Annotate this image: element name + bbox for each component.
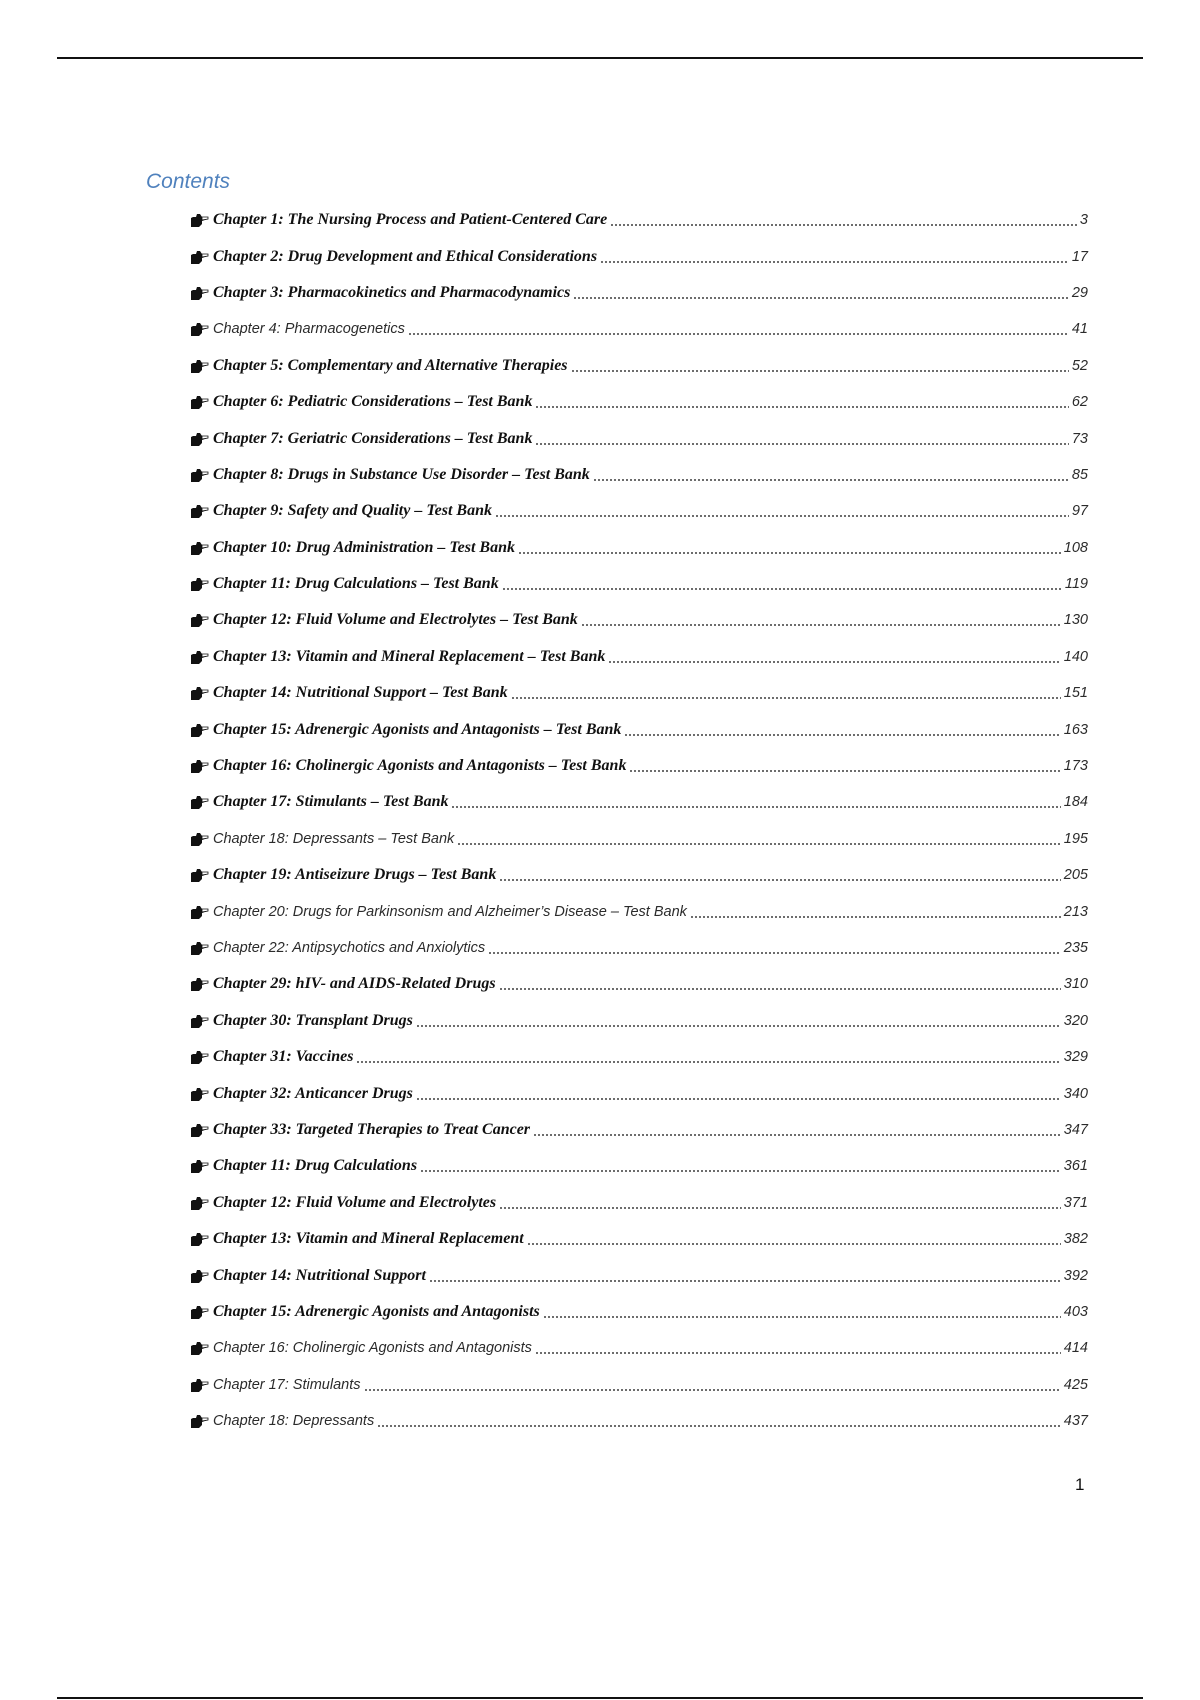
toc-entry-title: Chapter 1: The Nursing Process and Patient-Centered Care [213,211,608,229]
toc-entry[interactable] [190,348,1088,384]
pointing-hand-icon [190,649,210,665]
dot-leader [608,650,1060,664]
toc-entry-title: Chapter 2: Drug Development and Ethical Considerations [213,247,598,265]
toc-entry-page: 97 [1071,503,1088,520]
pointing-hand-icon [190,212,210,228]
dot-leader [408,322,1069,336]
toc-entry[interactable] [190,1257,1088,1293]
toc-entry-page: 392 [1063,1267,1088,1284]
pointing-hand-icon [190,831,210,847]
toc-entry-title: Chapter 16: Cholinergic Agonists and Antagonists [213,1340,532,1357]
toc-entry[interactable] [190,1221,1088,1257]
pointing-hand-icon [190,1158,210,1174]
toc-entry-page: 371 [1063,1194,1088,1211]
toc-entry-title: Chapter 18: Depressants [213,1413,375,1430]
toc-entry[interactable] [190,493,1088,529]
dot-leader [356,1050,1060,1064]
pointing-hand-icon [190,1377,210,1393]
pointing-hand-icon [190,1122,210,1138]
toc-entry-page: 195 [1063,830,1088,847]
toc-entry-title: Chapter 13: Vitamin and Mineral Replacement [213,1230,524,1248]
toc-entry[interactable] [190,930,1088,966]
toc-entry-page: 310 [1063,976,1088,993]
dot-leader [451,795,1060,809]
toc-entry-title: Chapter 6: Pediatric Considerations – Test Bank [213,393,533,411]
toc-entry-page: 340 [1063,1085,1088,1102]
dot-leader [457,832,1061,846]
pointing-hand-icon [190,940,210,956]
toc-entry-page: 140 [1063,648,1088,665]
table-of-contents [190,202,1088,1439]
pointing-hand-icon [190,467,210,483]
bottom-rule [57,1697,1143,1699]
dot-leader [593,468,1069,482]
dot-leader [573,286,1069,300]
toc-entry[interactable] [190,530,1088,566]
dot-leader [610,213,1077,227]
toc-entry-page: 173 [1063,758,1088,775]
toc-entry-title: Chapter 20: Drugs for Parkinsonism and Alzheimer’s Disease – Test Bank [213,903,687,920]
toc-entry[interactable] [190,893,1088,929]
toc-entry-title: Chapter 16: Cholinergic Agonists and Antagonists – Test Bank [213,757,627,775]
toc-heading: Contents [146,170,231,193]
toc-entry-title: Chapter 33: Targeted Therapies to Treat Cancer [213,1120,531,1138]
dot-leader [488,941,1061,955]
toc-entry-page: 382 [1063,1231,1088,1248]
toc-entry-title: Chapter 9: Safety and Quality – Test Bank [213,502,492,520]
pointing-hand-icon [190,1086,210,1102]
toc-entry[interactable] [190,566,1088,602]
toc-entry-page: 41 [1071,321,1088,338]
toc-entry-title: Chapter 14: Nutritional Support – Test Bank [213,684,508,702]
toc-entry[interactable] [190,1075,1088,1111]
toc-entry[interactable] [190,1403,1088,1439]
pointing-hand-icon [190,1195,210,1211]
dot-leader [527,1232,1061,1246]
dot-leader [416,1014,1061,1028]
toc-entry[interactable] [190,1330,1088,1366]
toc-entry[interactable] [190,1294,1088,1330]
toc-entry[interactable] [190,238,1088,274]
toc-entry-title: Chapter 17: Stimulants [213,1376,361,1393]
dot-leader [629,759,1060,773]
dot-leader [535,432,1068,446]
toc-entry-title: Chapter 3: Pharmacokinetics and Pharmacodynamics [213,283,571,301]
toc-entry-page: 414 [1063,1340,1088,1357]
toc-entry-page: 205 [1063,867,1088,884]
dot-leader [600,250,1069,264]
toc-entry-title: Chapter 4: Pharmacogenetics [213,321,405,338]
toc-entry-title: Chapter 12: Fluid Volume and Electrolytes [213,1193,497,1211]
toc-entry[interactable] [190,1148,1088,1184]
toc-entry-page: 119 [1064,576,1088,593]
pointing-hand-icon [190,1413,210,1429]
pointing-hand-icon [190,576,210,592]
pointing-hand-icon [190,1013,210,1029]
dot-leader [511,686,1061,700]
toc-entry[interactable] [190,1039,1088,1075]
toc-entry-title: Chapter 15: Adrenergic Agonists and Antagonists – Test Bank [213,720,622,738]
pointing-hand-icon [190,431,210,447]
toc-entry[interactable] [190,457,1088,493]
toc-entry-title: Chapter 32: Anticancer Drugs [213,1084,413,1102]
toc-entry[interactable] [190,784,1088,820]
pointing-hand-icon [190,612,210,628]
toc-entry-title: Chapter 13: Vitamin and Mineral Replacement – Test Bank [213,647,606,665]
toc-entry-page: 235 [1063,940,1088,956]
toc-entry[interactable] [190,420,1088,456]
dot-leader [581,613,1061,627]
toc-entry[interactable] [190,1367,1088,1403]
toc-entry[interactable] [190,1112,1088,1148]
toc-entry[interactable] [190,275,1088,311]
pointing-hand-icon [190,394,210,410]
dot-leader [535,1341,1061,1355]
toc-entry-page: 29 [1071,284,1088,301]
toc-entry[interactable] [190,639,1088,675]
dot-leader [690,905,1061,919]
toc-entry[interactable] [190,384,1088,420]
toc-entry[interactable] [190,748,1088,784]
toc-entry-title: Chapter 29: hIV- and AIDS-Related Drugs [213,975,496,993]
pointing-hand-icon [190,976,210,992]
toc-entry-title: Chapter 17: Stimulants – Test Bank [213,793,449,811]
toc-entry-page: 73 [1071,430,1088,447]
toc-entry[interactable] [190,202,1088,238]
toc-entry[interactable] [190,821,1088,857]
toc-entry[interactable] [190,1003,1088,1039]
toc-entry-page: 213 [1063,903,1088,920]
toc-entry-page: 329 [1063,1049,1088,1066]
page-number: 1 [1075,1475,1085,1494]
pointing-hand-icon [190,904,210,920]
pointing-hand-icon [190,1304,210,1320]
toc-entry-title: Chapter 11: Drug Calculations [213,1157,418,1175]
dot-leader [429,1269,1061,1283]
pointing-hand-icon [190,685,210,701]
toc-entry-title: Chapter 11: Drug Calculations – Test Bank [213,575,499,593]
toc-entry-page: 425 [1063,1376,1088,1393]
pointing-hand-icon [190,794,210,810]
toc-entry-page: 437 [1063,1413,1088,1430]
pointing-hand-icon [190,358,210,374]
dot-leader [499,868,1060,882]
pointing-hand-icon [190,1231,210,1247]
toc-entry-page: 347 [1063,1121,1088,1138]
toc-entry-page: 163 [1063,721,1088,738]
toc-entry[interactable] [190,711,1088,747]
top-rule [57,57,1143,59]
toc-entry-page: 320 [1063,1012,1088,1029]
dot-leader [535,395,1068,409]
dot-leader [364,1378,1061,1392]
dot-leader [495,504,1069,518]
pointing-hand-icon [190,321,210,337]
toc-entry[interactable] [190,602,1088,638]
toc-entry-page: 3 [1079,212,1088,229]
toc-entry[interactable] [190,1185,1088,1221]
toc-entry-title: Chapter 12: Fluid Volume and Electrolytes – Test Bank [213,611,578,629]
toc-entry-page: 17 [1071,248,1088,265]
toc-entry-page: 361 [1063,1158,1088,1175]
toc-entry-page: 108 [1063,539,1088,556]
toc-entry-title: Chapter 15: Adrenergic Agonists and Antagonists [213,1302,540,1320]
toc-entry[interactable] [190,966,1088,1002]
pointing-hand-icon [190,285,210,301]
toc-entry-title: Chapter 7: Geriatric Considerations – Test Bank [213,429,533,447]
dot-leader [543,1305,1061,1319]
toc-entry[interactable] [190,857,1088,893]
pointing-hand-icon [190,503,210,519]
pointing-hand-icon [190,1049,210,1065]
toc-entry[interactable] [190,311,1088,347]
pointing-hand-icon [190,758,210,774]
toc-entry-page: 130 [1063,612,1088,629]
pointing-hand-icon [190,867,210,883]
toc-entry-page: 403 [1063,1303,1088,1320]
dot-leader [624,723,1060,737]
dot-leader [571,359,1069,373]
dot-leader [499,1196,1061,1210]
toc-entry-title: Chapter 31: Vaccines [213,1048,354,1066]
toc-entry-title: Chapter 30: Transplant Drugs [213,1011,413,1029]
pointing-hand-icon [190,540,210,556]
dot-leader [416,1087,1061,1101]
dot-leader [499,977,1061,991]
toc-entry-title: Chapter 8: Drugs in Substance Use Disorder – Test Bank [213,465,590,483]
toc-entry[interactable] [190,675,1088,711]
pointing-hand-icon [190,249,210,265]
toc-entry-title: Chapter 19: Antiseizure Drugs – Test Bank [213,866,497,884]
toc-entry-title: Chapter 5: Complementary and Alternative Therapies [213,356,568,374]
toc-entry-page: 184 [1063,794,1088,811]
dot-leader [533,1123,1061,1137]
toc-entry-page: 151 [1063,685,1088,702]
pointing-hand-icon [190,1340,210,1356]
dot-leader [420,1159,1061,1173]
toc-entry-title: Chapter 18: Depressants – Test Bank [213,830,455,847]
pointing-hand-icon [190,1268,210,1284]
toc-entry-page: 62 [1071,394,1088,411]
toc-entry-page: 85 [1071,466,1088,483]
toc-entry-title: Chapter 22: Antipsychotics and Anxiolytics [213,940,486,956]
pointing-hand-icon [190,722,210,738]
dot-leader [502,577,1062,591]
dot-leader [377,1414,1061,1428]
toc-entry-page: 52 [1071,357,1088,374]
toc-entry-title: Chapter 10: Drug Administration – Test Bank [213,538,515,556]
dot-leader [518,541,1061,555]
toc-entry-title: Chapter 14: Nutritional Support [213,1266,426,1284]
